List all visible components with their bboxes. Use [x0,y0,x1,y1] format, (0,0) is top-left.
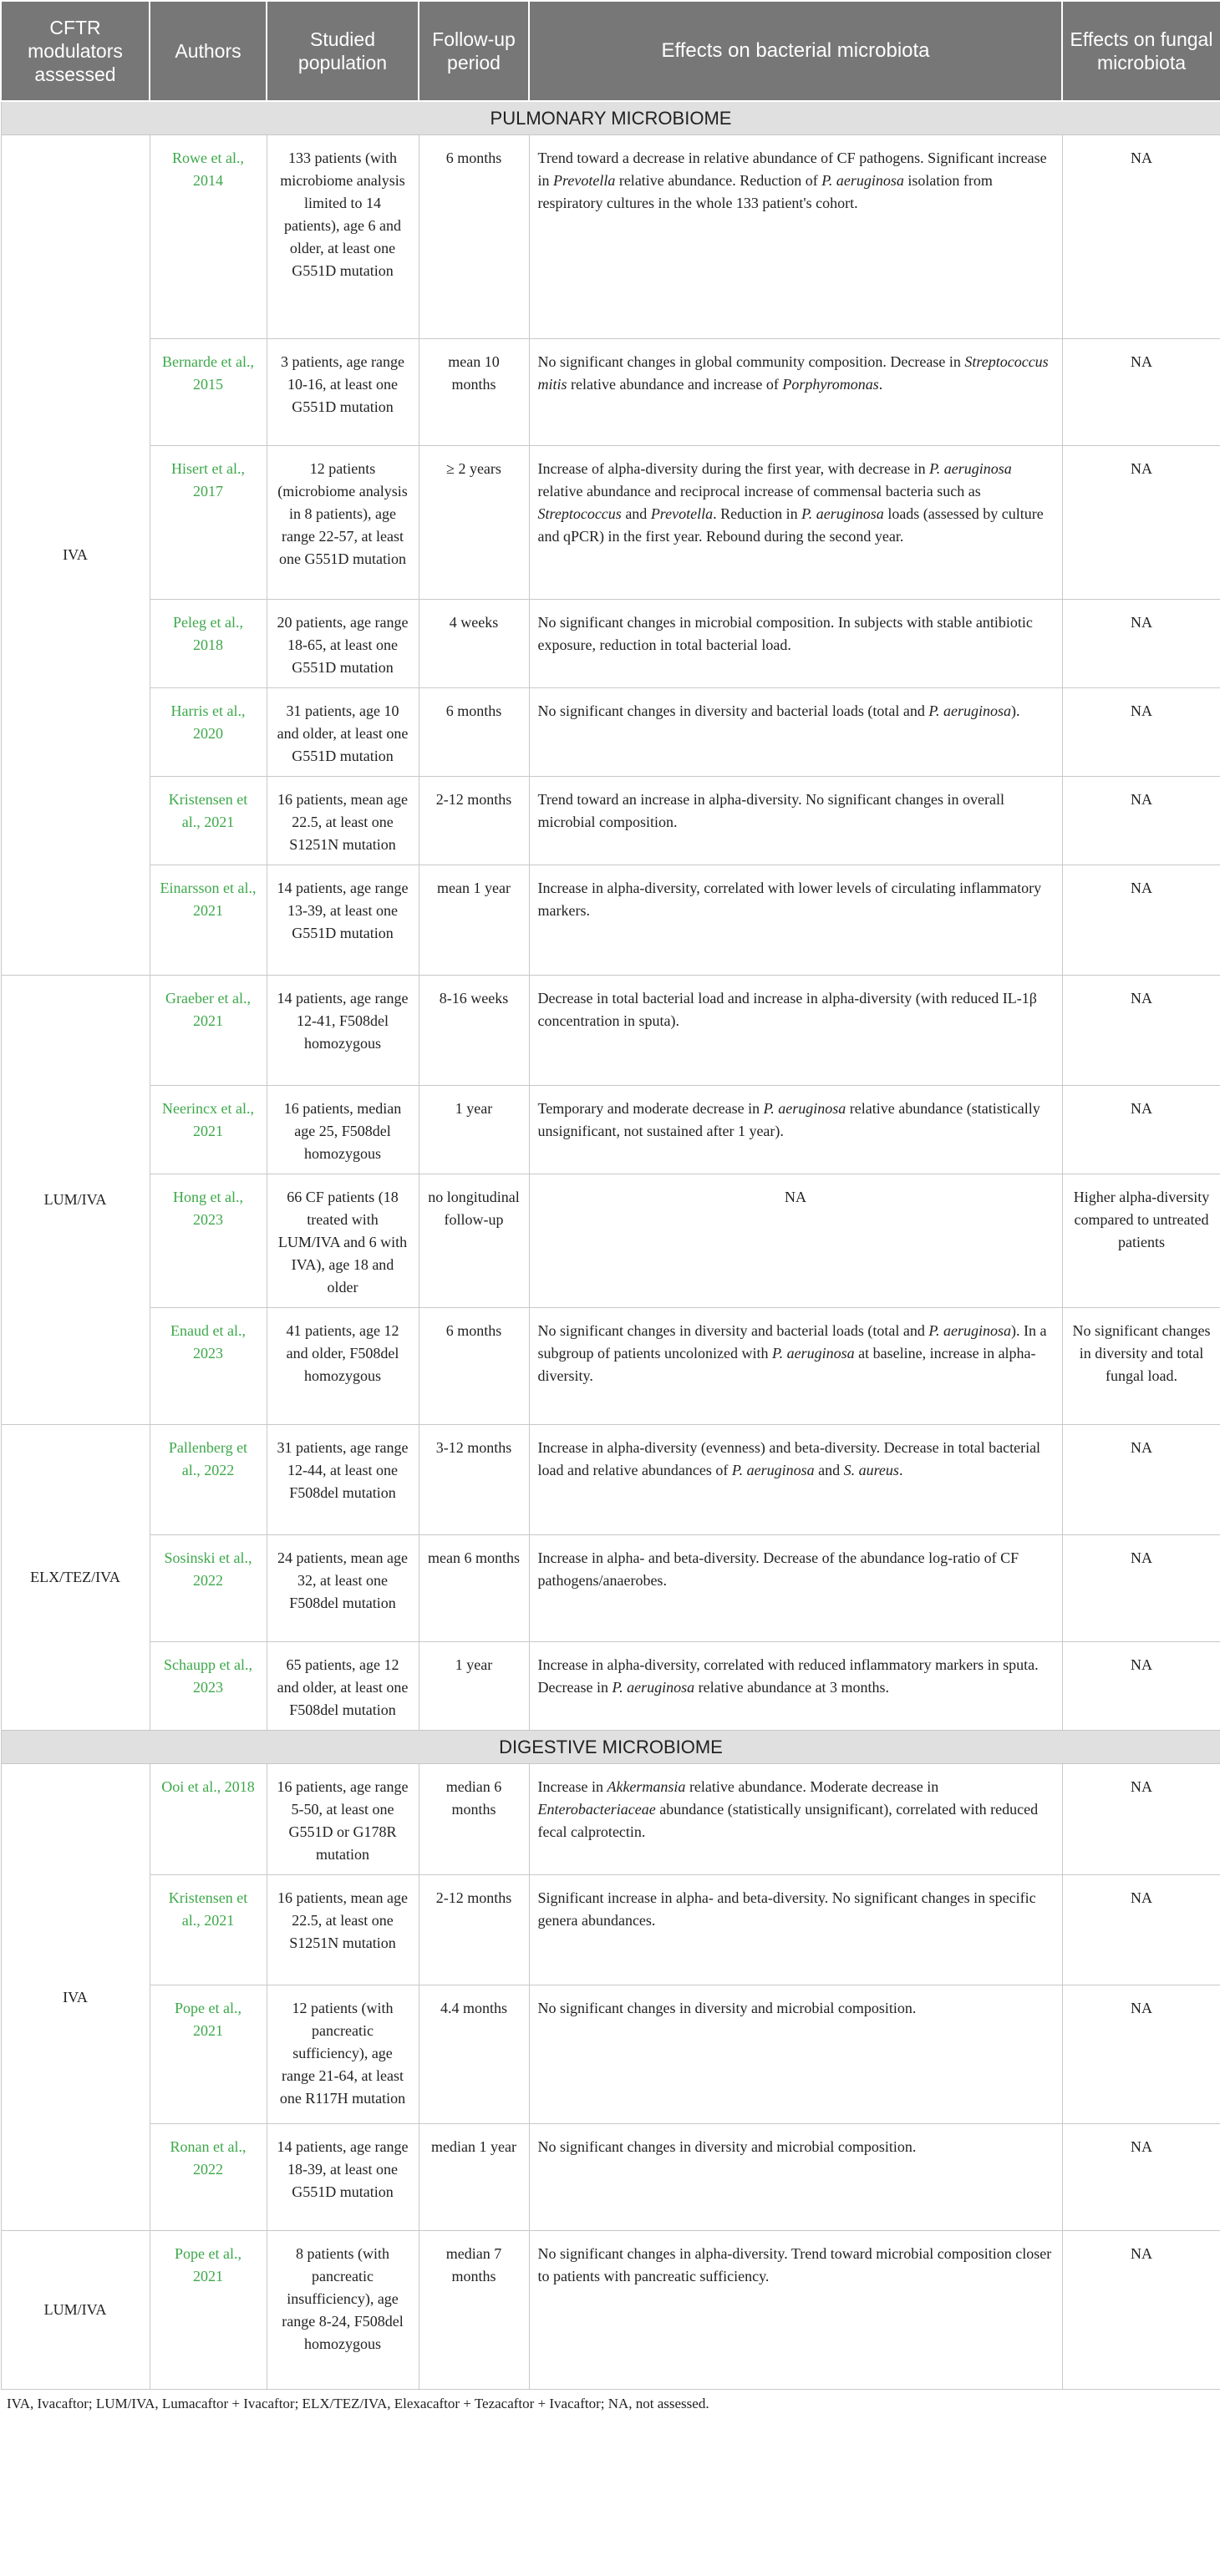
header-bacterial-effects: Effects on bacterial microbiota [529,1,1062,101]
modulator-cell: ELX/TEZ/IVA [1,1425,150,1731]
table-row [1,339,1220,446]
table-row [1,135,1220,339]
authors-cell: Schaupp et al., 2023 [150,1642,267,1731]
bacterial-effects-cell: Trend toward a decrease in relative abundance of CF pathogens. Significant increase in Prevotella relative abundance. Reduction of P. aeruginosa isolation from respiratory cultures in the whole 133 patient's cohort. [529,135,1062,339]
fungal-effects-cell: NA [1062,1764,1220,1875]
authors-cell: Hong et al., 2023 [150,1174,267,1308]
modulator-cell: IVA [1,135,150,976]
authors-cell: Hisert et al., 2017 [150,446,267,600]
section-title: PULMONARY MICROBIOME [1,101,1220,135]
fungal-effects-cell: NA [1062,1425,1220,1535]
population-cell: 12 patients (with pancreatic sufficiency), age range 21-64, at least one R117H mutation [267,1985,419,2124]
authors-cell: Ronan et al., 2022 [150,2124,267,2231]
table-row [1,2231,1220,2390]
table-row [1,446,1220,600]
bacterial-effects-cell: No significant changes in diversity and microbial composition. [529,2124,1062,2231]
table-row [1,1174,1220,1308]
header-row [1,1,1220,101]
population-cell: 16 patients, mean age 22.5, at least one S1251N mutation [267,1875,419,1985]
authors-cell: Pope et al., 2021 [150,2231,267,2390]
fungal-effects-cell: Higher alpha-diversity compared to untreated patients [1062,1174,1220,1308]
follow-up-cell: ≥ 2 years [419,446,529,600]
follow-up-cell: 8-16 weeks [419,976,529,1086]
fungal-effects-cell: NA [1062,2124,1220,2231]
bacterial-effects-cell: Increase in alpha- and beta-diversity. Decrease of the abundance log-ratio of CF pathogens/anaerobes. [529,1535,1062,1642]
follow-up-cell: mean 10 months [419,339,529,446]
table-body [1,101,1220,2390]
population-cell: 65 patients, age 12 and older, at least one F508del mutation [267,1642,419,1731]
fungal-effects-cell: NA [1062,1642,1220,1731]
authors-cell: Rowe et al., 2014 [150,135,267,339]
authors-cell: Kristensen et al., 2021 [150,777,267,865]
bacterial-effects-cell: No significant changes in microbial composition. In subjects with stable antibiotic exposure, reduction in total bacterial load. [529,600,1062,688]
fungal-effects-cell: NA [1062,600,1220,688]
follow-up-cell: 4 weeks [419,600,529,688]
footnote: IVA, Ivacaftor; LUM/IVA, Lumacaftor + Ivacaftor; ELX/TEZ/IVA, Elexacaftor + Tezacaftor + Ivacaftor; NA, not assessed. [7,2396,709,2411]
bacterial-effects-cell: Increase in alpha-diversity (evenness) and beta-diversity. Decrease in total bacterial load and relative abundances of P. aeruginosa and S. aureus. [529,1425,1062,1535]
table-row [1,1086,1220,1174]
table-row [1,1535,1220,1642]
table-row [1,1985,1220,2124]
fungal-effects-cell: NA [1062,446,1220,600]
bacterial-effects-cell: Increase of alpha-diversity during the first year, with decrease in P. aeruginosa relative abundance and reciprocal increase of commensal bacteria such as Streptococcus and Prevotella. Reduction in P. aeruginosa loads (assessed by culture and qPCR) in the first year. Rebound during the second year. [529,446,1062,600]
authors-cell: Neerincx et al., 2021 [150,1086,267,1174]
table-row [1,1875,1220,1985]
population-cell: 12 patients (microbiome analysis in 8 patients), age range 22-57, at least one G551D mutation [267,446,419,600]
fungal-effects-cell: NA [1062,1535,1220,1642]
authors-cell: Ooi et al., 2018 [150,1764,267,1875]
authors-cell: Einarsson et al., 2021 [150,865,267,976]
follow-up-cell: 3-12 months [419,1425,529,1535]
authors-cell: Bernarde et al., 2015 [150,339,267,446]
population-cell: 16 patients, median age 25, F508del homozygous [267,1086,419,1174]
follow-up-cell: median 7 months [419,2231,529,2390]
bacterial-effects-cell: Increase in alpha-diversity, correlated with reduced inflammatory markers in sputa. Decrease in P. aeruginosa relative abundance at 3 months. [529,1642,1062,1731]
follow-up-cell: 1 year [419,1642,529,1731]
table-row [1,976,1220,1086]
table-row [1,1425,1220,1535]
bacterial-effects-cell: No significant changes in alpha-diversity. Trend toward microbial composition closer to patients with pancreatic sufficiency. [529,2231,1062,2390]
follow-up-cell: median 1 year [419,2124,529,2231]
modulator-cell: LUM/IVA [1,2231,150,2390]
population-cell: 20 patients, age range 18-65, at least one G551D mutation [267,600,419,688]
bacterial-effects-cell: No significant changes in diversity and bacterial loads (total and P. aeruginosa). [529,688,1062,777]
table-row [1,688,1220,777]
fungal-effects-cell: NA [1062,976,1220,1086]
bacterial-effects-cell: Temporary and moderate decrease in P. aeruginosa relative abundance (statistically unsignificant, not sustained after 1 year). [529,1086,1062,1174]
bacterial-effects-cell: Increase in alpha-diversity, correlated with lower levels of circulating inflammatory markers. [529,865,1062,976]
modulator-cell: IVA [1,1764,150,2231]
bacterial-effects-cell: Increase in Akkermansia relative abundance. Moderate decrease in Enterobacteriaceae abundance (statistically unsignificant), correlated with reduced fecal calprotectin. [529,1764,1062,1875]
population-cell: 133 patients (with microbiome analysis limited to 14 patients), age 6 and older, at least one G551D mutation [267,135,419,339]
table-row [1,865,1220,976]
fungal-effects-cell: NA [1062,688,1220,777]
bacterial-effects-cell: Significant increase in alpha- and beta-diversity. No significant changes in specific genera abundances. [529,1875,1062,1985]
population-cell: 31 patients, age range 12-44, at least one F508del mutation [267,1425,419,1535]
header-modulators: CFTR modulators assessed [1,1,150,101]
fungal-effects-cell: No significant changes in diversity and total fungal load. [1062,1308,1220,1425]
fungal-effects-cell: NA [1062,135,1220,339]
authors-cell: Sosinski et al., 2022 [150,1535,267,1642]
population-cell: 3 patients, age range 10-16, at least one G551D mutation [267,339,419,446]
follow-up-cell: median 6 months [419,1764,529,1875]
table-row [1,1764,1220,1875]
bacterial-effects-cell: Trend toward an increase in alpha-diversity. No significant changes in overall microbial composition. [529,777,1062,865]
authors-cell: Pope et al., 2021 [150,1985,267,2124]
bacterial-effects-cell: NA [529,1174,1062,1308]
fungal-effects-cell: NA [1062,339,1220,446]
fungal-effects-cell: NA [1062,1086,1220,1174]
table-row [1,1642,1220,1731]
authors-cell: Pallenberg et al., 2022 [150,1425,267,1535]
bacterial-effects-cell: No significant changes in diversity and bacterial loads (total and P. aeruginosa). In a subgroup of patients uncolonized with P. aeruginosa at baseline, increase in alpha-diversity. [529,1308,1062,1425]
population-cell: 14 patients, age range 13-39, at least one G551D mutation [267,865,419,976]
section-row [1,101,1220,135]
section-title: DIGESTIVE MICROBIOME [1,1731,1220,1764]
follow-up-cell: 4.4 months [419,1985,529,2124]
fungal-effects-cell: NA [1062,1985,1220,2124]
fungal-effects-cell: NA [1062,777,1220,865]
authors-cell: Enaud et al., 2023 [150,1308,267,1425]
bacterial-effects-cell: Decrease in total bacterial load and increase in alpha-diversity (with reduced IL-1β concentration in sputa). [529,976,1062,1086]
follow-up-cell: 6 months [419,135,529,339]
population-cell: 8 patients (with pancreatic insufficiency), age range 8-24, F508del homozygous [267,2231,419,2390]
population-cell: 16 patients, mean age 22.5, at least one S1251N mutation [267,777,419,865]
follow-up-cell: mean 6 months [419,1535,529,1642]
table-row [1,777,1220,865]
population-cell: 66 CF patients (18 treated with LUM/IVA and 6 with IVA), age 18 and older [267,1174,419,1308]
fungal-effects-cell: NA [1062,865,1220,976]
table-row [1,1308,1220,1425]
header-authors: Authors [150,1,267,101]
population-cell: 14 patients, age range 12-41, F508del homozygous [267,976,419,1086]
section-row [1,1731,1220,1764]
population-cell: 14 patients, age range 18-39, at least one G551D mutation [267,2124,419,2231]
follow-up-cell: mean 1 year [419,865,529,976]
bacterial-effects-cell: No significant changes in diversity and microbial composition. [529,1985,1062,2124]
authors-cell: Kristensen et al., 2021 [150,1875,267,1985]
table-row [1,600,1220,688]
population-cell: 41 patients, age 12 and older, F508del homozygous [267,1308,419,1425]
header-follow-up: Follow-up period [419,1,529,101]
modulator-cell: LUM/IVA [1,976,150,1425]
header-fungal-effects: Effects on fungal microbiota [1062,1,1220,101]
follow-up-cell: 6 months [419,688,529,777]
authors-cell: Harris et al., 2020 [150,688,267,777]
table-row [1,2124,1220,2231]
population-cell: 24 patients, mean age 32, at least one F508del mutation [267,1535,419,1642]
follow-up-cell: 2-12 months [419,1875,529,1985]
follow-up-cell: 1 year [419,1086,529,1174]
bacterial-effects-cell: No significant changes in global community composition. Decrease in Streptococcus mitis relative abundance and increase of Porphyromonas. [529,339,1062,446]
follow-up-cell: 2-12 months [419,777,529,865]
population-cell: 16 patients, age range 5-50, at least one G551D or G178R mutation [267,1764,419,1875]
authors-cell: Graeber et al., 2021 [150,976,267,1086]
population-cell: 31 patients, age 10 and older, at least one G551D mutation [267,688,419,777]
follow-up-cell: 6 months [419,1308,529,1425]
header-population: Studied population [267,1,419,101]
table-header [1,1,1220,101]
authors-cell: Peleg et al., 2018 [150,600,267,688]
follow-up-cell: no longitudinal follow-up [419,1174,529,1308]
fungal-effects-cell: NA [1062,2231,1220,2390]
fungal-effects-cell: NA [1062,1875,1220,1985]
